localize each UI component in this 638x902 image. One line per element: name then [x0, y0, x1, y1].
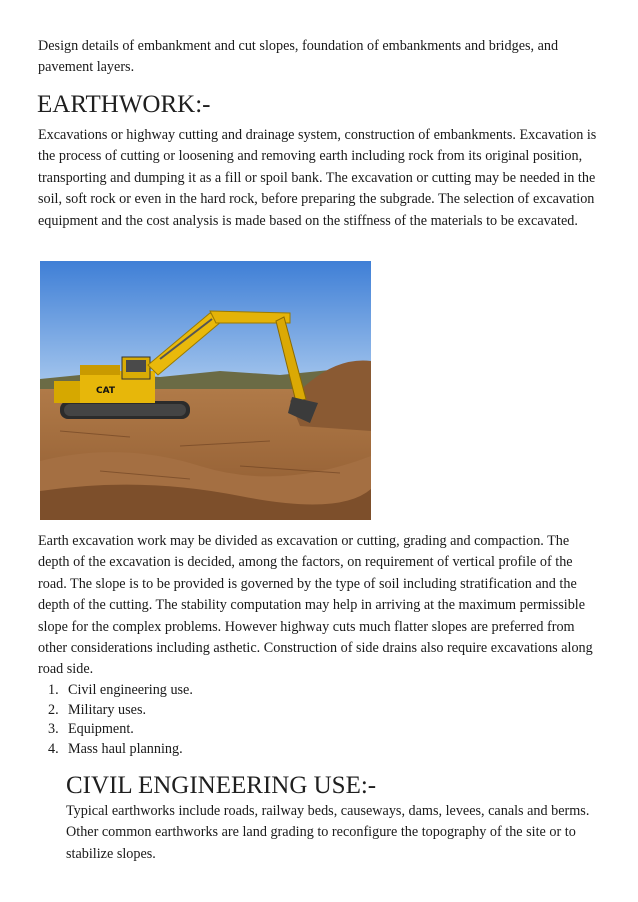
list-text: Equipment.	[68, 721, 134, 738]
list-number: 1.	[48, 682, 59, 698]
list-item	[38, 681, 193, 701]
earthwork-heading: EARTHWORK:-	[37, 91, 211, 118]
list-item	[38, 740, 193, 760]
earthwork-paragraph: Excavations or highway cutting and drainage system, construction of embankments. Excavation is the process of cutting or loosening and removing earth including rock from its original position, transporting and dumping it as a fill or spoil bank. The excavation or cutting may be needed in the soil, soft rock or even in the hard rock, before preparing the subgrade. The selection of excavation equipment and the cost analysis is made based on the stiffness of the materials to be excavated.	[38, 127, 597, 229]
list-number: 2.	[48, 701, 59, 718]
list-text: Military uses.	[68, 701, 147, 718]
uses-list	[38, 681, 193, 759]
civil-engineering-paragraph: Typical earthworks include roads, railway beds, causeways, dams, levees, canals and berms. Other common earthworks are land grading to reconfigure the topography of the site or to stabilize slopes.	[66, 803, 590, 862]
intro-paragraph: Design details of embankment and cut slopes, foundation of embankments and bridges, and pavement layers.	[38, 38, 559, 76]
list-number: 3.	[48, 721, 59, 738]
civil-engineering-heading: CIVIL ENGINEERING USE:-	[66, 772, 377, 799]
list-number: 4.	[48, 740, 59, 757]
list-text: Civil engineering use.	[68, 682, 193, 698]
machine-label: CAT	[96, 386, 116, 396]
excavator-photo	[40, 261, 371, 520]
list-text: Mass haul planning.	[68, 740, 183, 757]
list-item	[38, 701, 193, 721]
list-item	[38, 720, 193, 740]
excavation-paragraph: Earth excavation work may be divided as excavation or cutting, grading and compaction. The depth of the excavation is decided, among the factors, on requirement of vertical profile of the road. The slope is to be provided is governed by the type of soil including stratification and the depth of the cutting. The stability computation may help in arriving at the maximum permissible slope for the complex problems. However highway cuts much flatter slopes are preferred from other considerations including asthetic. Construction of side drains also require excavations along road side.	[38, 533, 593, 678]
